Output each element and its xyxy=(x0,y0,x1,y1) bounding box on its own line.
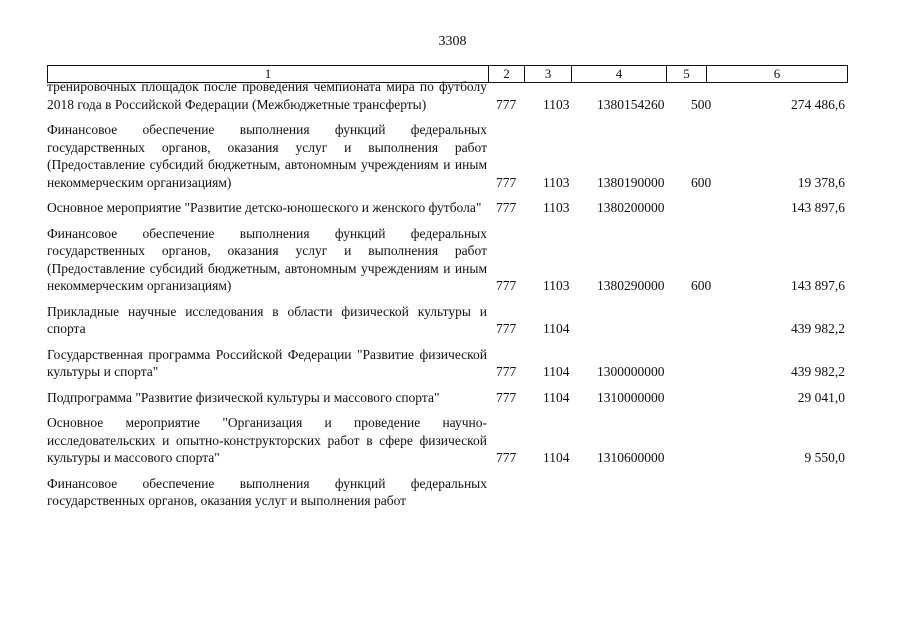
page-number: 3308 xyxy=(438,34,467,49)
column-header-6: 6 xyxy=(707,66,848,83)
amount: 9 550,0 xyxy=(804,450,845,465)
amount: 29 041,0 xyxy=(797,389,845,405)
section-code: 1104 xyxy=(543,450,570,465)
table-row xyxy=(47,346,847,381)
target-article-code: 1310600000 xyxy=(597,450,665,465)
target-article-code: 1380154260 xyxy=(597,96,665,112)
target-article-code: 1380290000 xyxy=(597,278,665,293)
ministry-code: 777 xyxy=(496,321,517,336)
section-code: 1103 xyxy=(543,174,570,190)
column-header-4: 4 xyxy=(572,66,667,83)
row-description: Финансовое обеспечение выполнения функций федеральных государственных органов, оказания услуг и выполнения работ xyxy=(47,475,487,508)
ministry-code: 777 xyxy=(496,174,517,190)
column-header-2: 2 xyxy=(489,66,525,83)
amount: 19 378,6 xyxy=(797,174,845,190)
section-code: 1104 xyxy=(543,364,570,379)
row-description: Основное мероприятие "Развитие детско-юношеского и женского футбола" xyxy=(47,200,482,215)
row-description: тренировочных площадок после проведения чемпионата мира по футболу 2018 года в Российской Федерации (Межбюджетные трансферты) xyxy=(47,79,487,112)
ministry-code: 777 xyxy=(496,278,517,293)
row-description: Основное мероприятие "Организация и проведение научно-исследовательских и опытно-конструкторских работ в сфере физической культуры и массового спорта" xyxy=(47,415,487,465)
ministry-code: 777 xyxy=(496,96,517,112)
table-row xyxy=(47,121,847,191)
amount: 143 897,6 xyxy=(791,278,845,293)
table-row xyxy=(47,389,847,407)
section-code: 1104 xyxy=(543,389,570,405)
budget-table-body xyxy=(47,79,847,518)
expense-type-code: 600 xyxy=(691,278,712,293)
ministry-code: 777 xyxy=(496,450,517,465)
ministry-code: 777 xyxy=(496,364,517,379)
row-description: Финансовое обеспечение выполнения функций федеральных государственных органов, оказания услуг и выполнения работ (Предоставление субсидий бюджетным, автономным учреждениям и иным некоммерческим организациям) xyxy=(47,122,487,190)
ministry-code: 777 xyxy=(496,200,517,215)
table-row xyxy=(47,78,847,113)
column-header-5: 5 xyxy=(667,66,707,83)
table-row xyxy=(47,199,847,217)
table-row xyxy=(47,303,847,338)
amount: 439 982,2 xyxy=(791,321,845,336)
section-code: 1104 xyxy=(543,321,570,336)
row-description: Подпрограмма "Развитие физической культуры и массового спорта" xyxy=(47,389,440,405)
target-article-code: 1310000000 xyxy=(597,389,665,405)
amount: 143 897,6 xyxy=(791,200,845,215)
table-row xyxy=(47,225,847,295)
target-article-code: 1380200000 xyxy=(597,200,665,215)
column-header-3: 3 xyxy=(525,66,572,83)
target-article-code: 1300000000 xyxy=(597,364,665,379)
table-row xyxy=(47,414,847,467)
row-description: Государственная программа Российской Федерации "Развитие физической культуры и спорта" xyxy=(47,346,487,379)
target-article-code: 1380190000 xyxy=(597,174,665,190)
row-description: Прикладные научные исследования в области физической культуры и спорта xyxy=(47,303,487,336)
amount: 439 982,2 xyxy=(791,364,845,379)
section-code: 1103 xyxy=(543,200,570,215)
column-header-1: 1 xyxy=(48,66,489,83)
amount: 274 486,6 xyxy=(791,96,845,112)
expense-type-code: 500 xyxy=(691,96,712,112)
section-code: 1103 xyxy=(543,278,570,293)
ministry-code: 777 xyxy=(496,389,517,405)
section-code: 1103 xyxy=(543,96,570,112)
expense-type-code: 600 xyxy=(691,174,712,190)
row-description: Финансовое обеспечение выполнения функций федеральных государственных органов, оказания услуг и выполнения работ (Предоставление субсидий бюджетным, автономным учреждениям и иным некоммерческим организациям) xyxy=(47,225,487,293)
table-row xyxy=(47,475,847,510)
